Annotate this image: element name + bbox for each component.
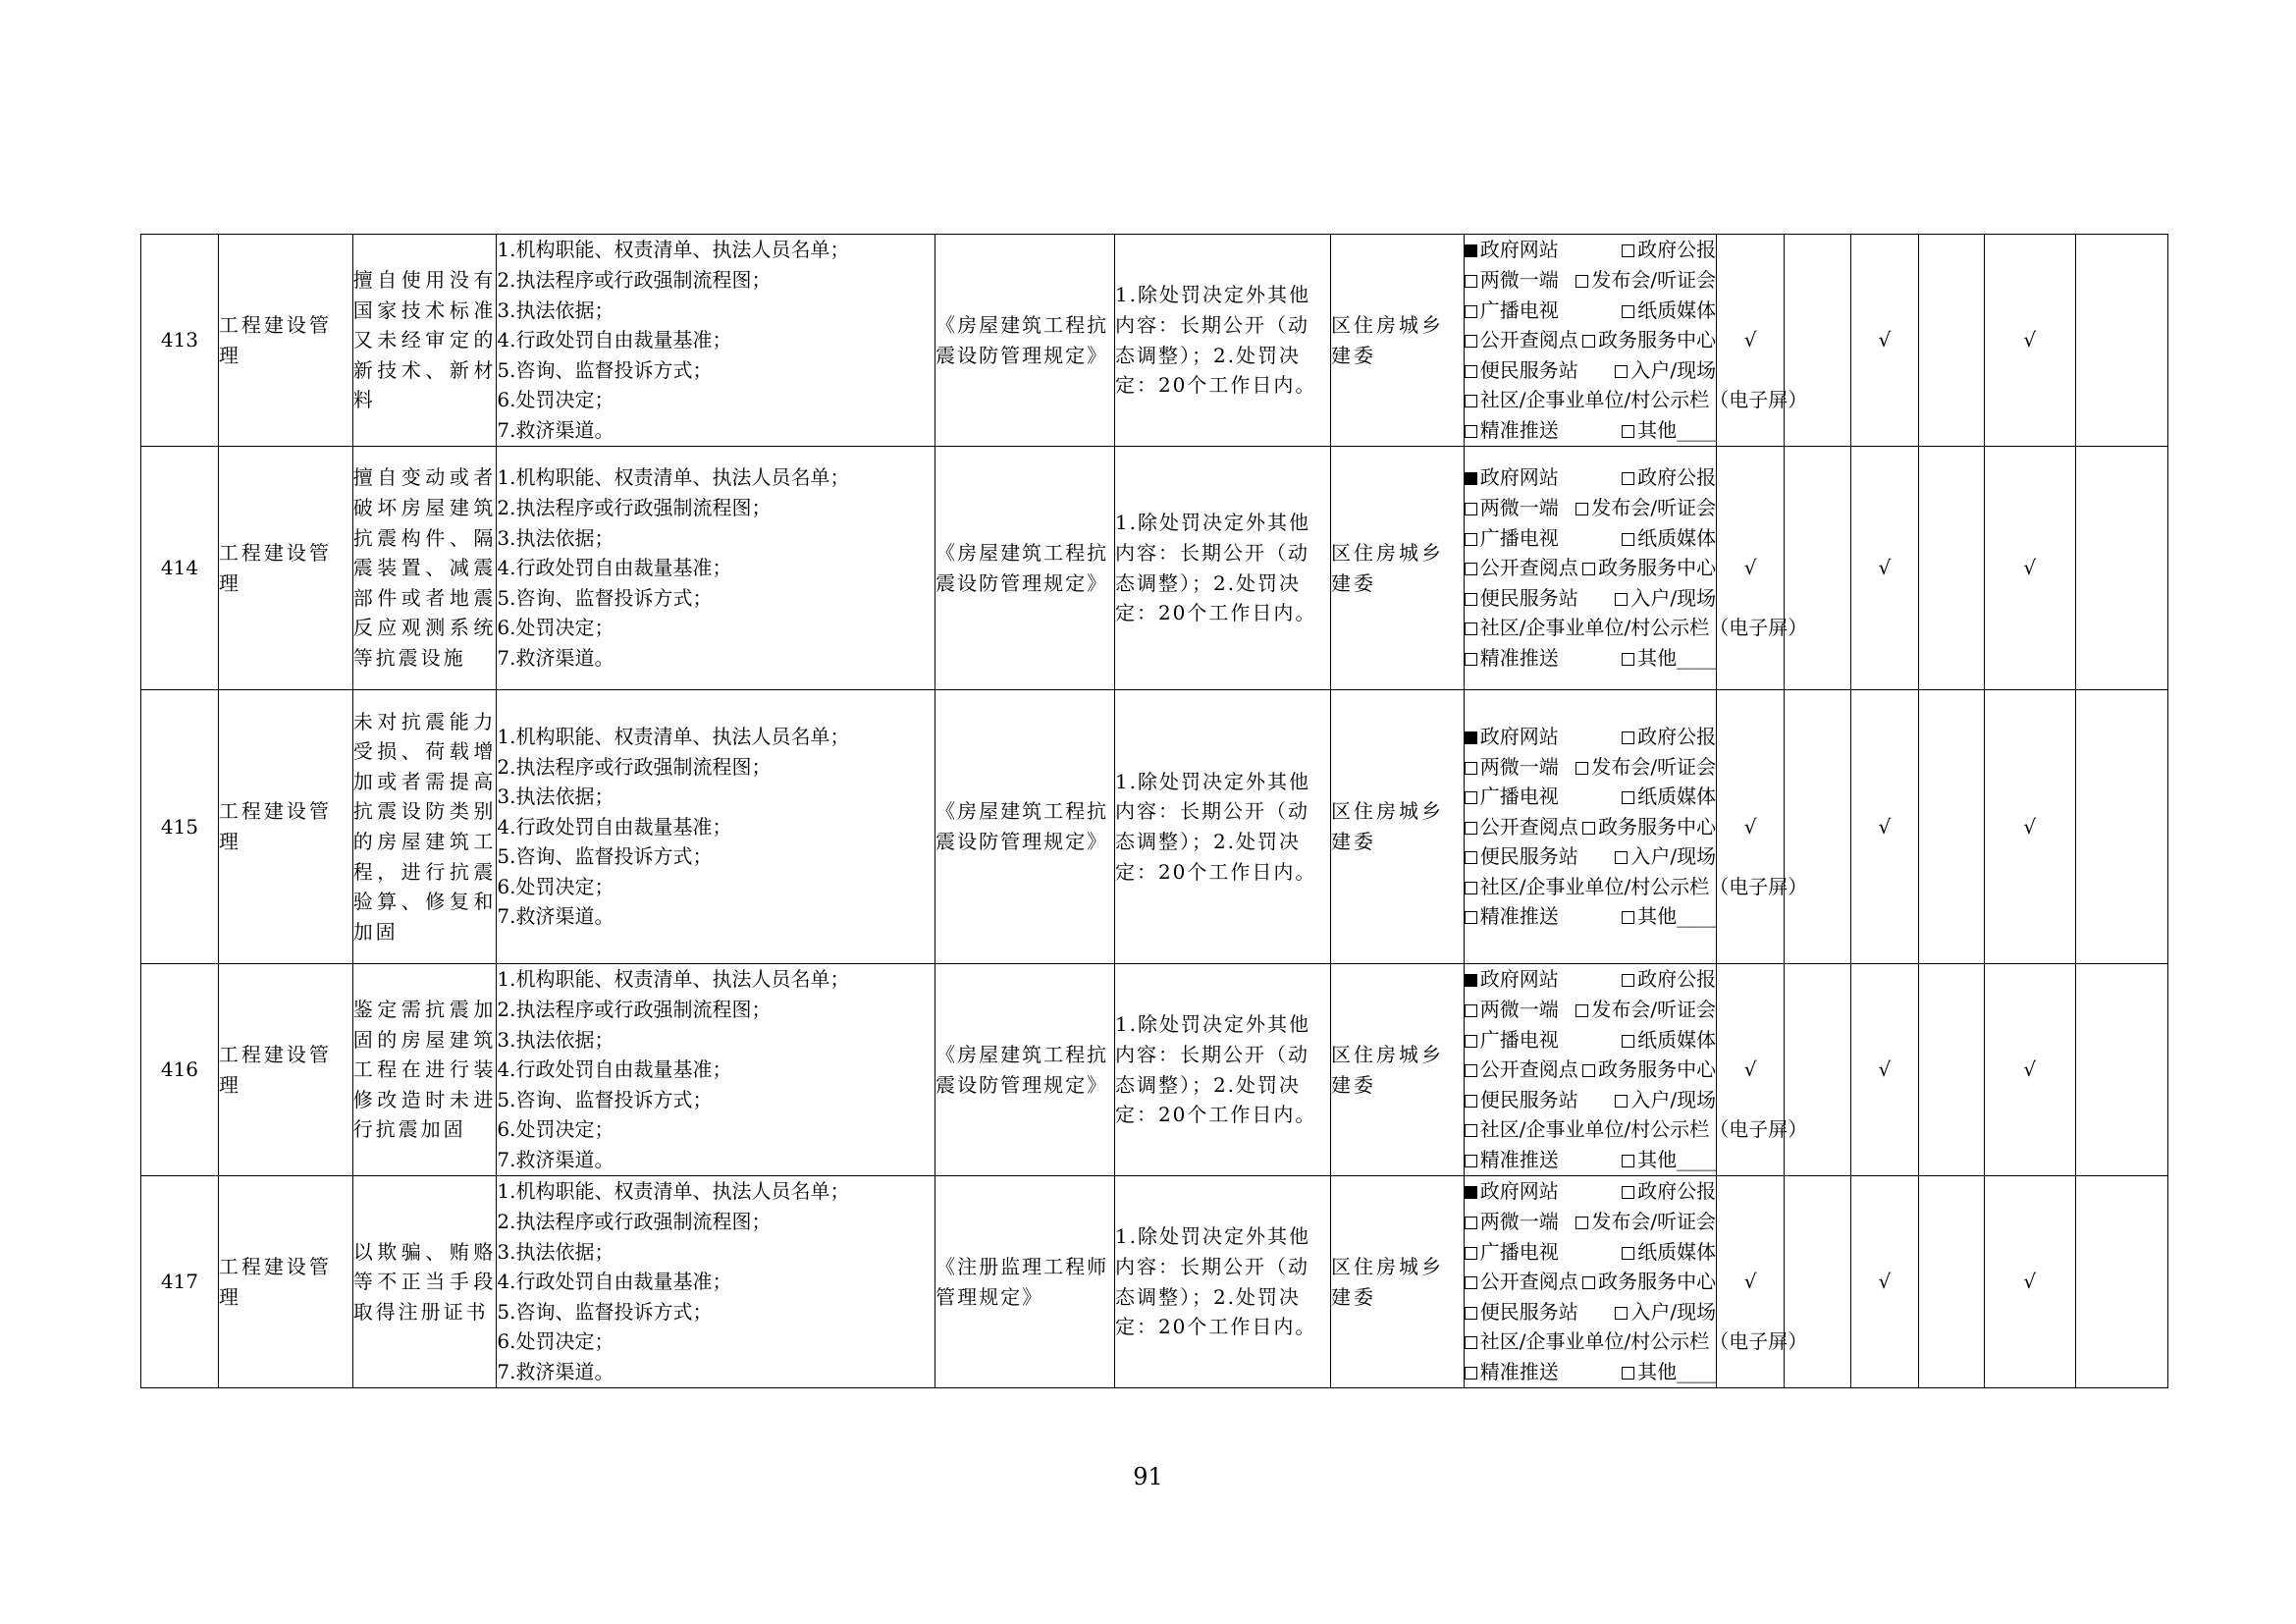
channel-label: 发布会/听证会	[1591, 754, 1717, 779]
channel-label: 便民服务站	[1479, 1087, 1578, 1111]
empty-box-icon	[1582, 563, 1595, 575]
channels-cell	[1464, 1176, 1808, 1388]
row-number: 413	[141, 235, 219, 447]
channel-label: 入户/现场	[1630, 1299, 1717, 1324]
channel-label: 入户/现场	[1630, 1087, 1717, 1111]
empty-box-icon	[1465, 762, 1477, 775]
channel-label: 便民服务站	[1479, 585, 1578, 610]
table-row	[141, 964, 2168, 1176]
content-line: 5.咨询、监督投诉方式；	[497, 1087, 713, 1111]
row-number: 414	[141, 447, 219, 690]
item-cell: 未对抗震能力受损、荷载增加或者需提高抗震设防类别的房屋建筑工程，进行抗震验算、修复和加固	[352, 690, 497, 964]
channel-label: 两微一端	[1479, 754, 1559, 779]
check-mark: √	[1717, 447, 1785, 690]
empty-cell	[2075, 690, 2167, 964]
empty-cell	[2075, 447, 2167, 690]
content-line: 6.处罚决定；	[497, 1329, 614, 1354]
item-cell: 擅自变动或者破坏房屋建筑抗震构件、隔震装置、减震部件或者地震反应观测系统等抗震设施	[352, 447, 497, 690]
channel-label: 政府公报	[1637, 724, 1717, 748]
channel-label: 发布会/听证会	[1591, 1210, 1717, 1234]
check-mark: √	[1717, 1176, 1785, 1388]
channel-label: 发布会/听证会	[1591, 496, 1717, 520]
empty-box-icon	[1465, 365, 1477, 378]
empty-box-icon	[1465, 335, 1477, 348]
check-mark: √	[1984, 690, 2075, 964]
channel-label: 入户/现场	[1630, 357, 1717, 382]
content-cell	[497, 235, 935, 447]
content-cell	[497, 964, 935, 1176]
content-line: 3.执法依据；	[497, 525, 614, 550]
channels-cell	[1464, 447, 1808, 690]
content-line: 4.行政处罚自由裁量基准；	[497, 328, 732, 352]
channel-label: 社区/企事业单位/村公示栏（电子屏）	[1479, 874, 1808, 898]
empty-box-icon	[1465, 822, 1477, 835]
disclosure-table	[140, 234, 2168, 1388]
basis-cell: 《房屋建筑工程抗震设防管理规定》	[935, 690, 1115, 964]
channel-label: 政务服务中心	[1598, 1057, 1717, 1082]
table-row	[141, 1176, 2168, 1388]
empty-box-icon	[1622, 911, 1634, 924]
empty-box-icon	[1465, 1336, 1477, 1349]
content-cell	[497, 447, 935, 690]
row-number: 415	[141, 690, 219, 964]
time-limit-cell: 1.除处罚决定外其他内容：长期公开（动态调整）；2.处罚决定：20个工作日内。	[1114, 690, 1330, 964]
checked-box-icon	[1465, 974, 1477, 987]
basis-cell: 《房屋建筑工程抗震设防管理规定》	[935, 447, 1115, 690]
channel-label: 入户/现场	[1630, 844, 1717, 869]
content-line: 4.行政处罚自由裁量基准；	[497, 556, 732, 580]
content-line: 2.执法程序或行政强制流程图；	[497, 268, 772, 293]
table-row	[141, 447, 2168, 690]
channel-label: 政府公报	[1637, 967, 1717, 992]
category-cell: 工程建设管理	[218, 1176, 352, 1388]
empty-box-icon	[1622, 244, 1634, 257]
channel-label: 发布会/听证会	[1591, 268, 1717, 293]
content-line: 5.咨询、监督投诉方式；	[497, 357, 713, 382]
empty-box-icon	[1465, 593, 1477, 606]
content-line: 6.处罚决定；	[497, 388, 614, 412]
empty-box-icon	[1465, 1217, 1477, 1229]
content-line: 6.处罚决定；	[497, 874, 614, 898]
empty-box-icon	[1575, 762, 1588, 775]
empty-box-icon	[1465, 533, 1477, 546]
check-mark: √	[1850, 235, 1918, 447]
content-line: 6.处罚决定；	[497, 1117, 614, 1142]
channel-label: 公开查阅点	[1479, 328, 1578, 352]
channel-label: 纸质媒体	[1637, 298, 1717, 322]
channel-label: 便民服务站	[1479, 844, 1578, 869]
channel-label: 公开查阅点	[1479, 1057, 1578, 1082]
subject-cell: 区住房城乡建委	[1331, 964, 1465, 1176]
channels-cell	[1464, 235, 1808, 447]
checked-box-icon	[1465, 472, 1477, 485]
content-line: 7.救济渠道。	[497, 417, 614, 442]
empty-box-icon	[1615, 851, 1628, 864]
channel-label: 精准推送	[1479, 1147, 1559, 1171]
empty-box-icon	[1622, 533, 1634, 546]
item-cell: 鉴定需抗震加固的房屋建筑工程在进行装修改造时未进行抗震加固	[352, 964, 497, 1176]
checked-box-icon	[1465, 244, 1477, 257]
channel-label: 广播电视	[1479, 1027, 1559, 1052]
content-line: 7.救济渠道。	[497, 1147, 614, 1171]
content-line: 7.救济渠道。	[497, 645, 614, 670]
channel-label: 公开查阅点	[1479, 556, 1578, 580]
empty-box-icon	[1465, 882, 1477, 894]
channel-label: 政府网站	[1479, 724, 1559, 748]
channel-label: 入户/现场	[1630, 585, 1717, 610]
channels-cell	[1464, 690, 1808, 964]
category-cell: 工程建设管理	[218, 690, 352, 964]
content-cell	[497, 1176, 935, 1388]
empty-box-icon	[1465, 563, 1477, 575]
channel-label: 社区/企事业单位/村公示栏（电子屏）	[1479, 616, 1808, 640]
content-line: 3.执法依据；	[497, 298, 614, 322]
channel-label: 社区/企事业单位/村公示栏（电子屏）	[1479, 1329, 1808, 1354]
channel-label: 纸质媒体	[1637, 1239, 1717, 1264]
table-body	[141, 235, 2168, 1388]
channel-label: 其他____	[1637, 645, 1717, 670]
channel-label: 精准推送	[1479, 645, 1559, 670]
channel-label: 纸质媒体	[1637, 1027, 1717, 1052]
empty-box-icon	[1465, 1035, 1477, 1048]
empty-box-icon	[1465, 1155, 1477, 1167]
empty-box-icon	[1582, 822, 1595, 835]
channel-label: 两微一端	[1479, 1210, 1559, 1234]
channel-label: 其他____	[1637, 1359, 1717, 1383]
channel-label: 政府公报	[1637, 1179, 1717, 1204]
subject-cell: 区住房城乡建委	[1331, 1176, 1465, 1388]
empty-box-icon	[1615, 1307, 1628, 1320]
content-line: 3.执法依据；	[497, 1239, 614, 1264]
channel-label: 纸质媒体	[1637, 525, 1717, 550]
empty-box-icon	[1615, 1095, 1628, 1108]
empty-cell	[1785, 447, 1851, 690]
channel-label: 两微一端	[1479, 998, 1559, 1022]
empty-box-icon	[1465, 851, 1477, 864]
channel-label: 政务服务中心	[1598, 328, 1717, 352]
basis-cell: 《房屋建筑工程抗震设防管理规定》	[935, 964, 1115, 1176]
check-mark: √	[1717, 964, 1785, 1176]
channel-label: 政务服务中心	[1598, 814, 1717, 839]
empty-cell	[1918, 1176, 1984, 1388]
empty-box-icon	[1465, 503, 1477, 515]
empty-box-icon	[1582, 1276, 1595, 1289]
content-line: 1.机构职能、权责清单、执法人员名单；	[497, 238, 850, 262]
basis-cell: 《房屋建筑工程抗震设防管理规定》	[935, 235, 1115, 447]
channel-label: 广播电视	[1479, 1239, 1559, 1264]
channel-label: 社区/企事业单位/村公示栏（电子屏）	[1479, 388, 1808, 412]
empty-box-icon	[1465, 791, 1477, 804]
channel-label: 两微一端	[1479, 268, 1559, 293]
empty-cell	[1918, 690, 1984, 964]
table-row	[141, 690, 2168, 964]
empty-box-icon	[1575, 1004, 1588, 1017]
check-mark: √	[1850, 447, 1918, 690]
empty-cell	[2075, 1176, 2167, 1388]
empty-box-icon	[1465, 1004, 1477, 1017]
empty-box-icon	[1622, 1035, 1634, 1048]
content-line: 7.救济渠道。	[497, 904, 614, 929]
basis-cell: 《注册监理工程师管理规定》	[935, 1176, 1115, 1388]
empty-cell	[1785, 690, 1851, 964]
check-mark: √	[1850, 690, 1918, 964]
content-cell	[497, 690, 935, 964]
channel-label: 精准推送	[1479, 904, 1559, 929]
category-cell: 工程建设管理	[218, 235, 352, 447]
checked-box-icon	[1465, 731, 1477, 744]
empty-box-icon	[1465, 1276, 1477, 1289]
content-line: 2.执法程序或行政强制流程图；	[497, 496, 772, 520]
channel-label: 两微一端	[1479, 496, 1559, 520]
channel-label: 纸质媒体	[1637, 785, 1717, 809]
empty-box-icon	[1465, 425, 1477, 438]
empty-box-icon	[1622, 1367, 1634, 1380]
table-row	[141, 235, 2168, 447]
channel-label: 广播电视	[1479, 525, 1559, 550]
content-line: 4.行政处罚自由裁量基准；	[497, 1270, 732, 1294]
channel-label: 政府网站	[1479, 967, 1559, 992]
empty-cell	[2075, 964, 2167, 1176]
content-line: 5.咨询、监督投诉方式；	[497, 1299, 713, 1324]
category-cell: 工程建设管理	[218, 964, 352, 1176]
content-line: 5.咨询、监督投诉方式；	[497, 585, 713, 610]
channel-label: 公开查阅点	[1479, 814, 1578, 839]
channel-label: 便民服务站	[1479, 1299, 1578, 1324]
content-line: 4.行政处罚自由裁量基准；	[497, 814, 732, 839]
content-line: 3.执法依据；	[497, 1027, 614, 1052]
empty-box-icon	[1575, 503, 1588, 515]
empty-box-icon	[1465, 275, 1477, 288]
channel-label: 政府网站	[1479, 465, 1559, 490]
empty-box-icon	[1622, 653, 1634, 666]
row-number: 417	[141, 1176, 219, 1388]
category-cell: 工程建设管理	[218, 447, 352, 690]
content-line: 7.救济渠道。	[497, 1359, 614, 1383]
channels-cell	[1464, 964, 1808, 1176]
content-line: 1.机构职能、权责清单、执法人员名单；	[497, 724, 850, 748]
time-limit-cell: 1.除处罚决定外其他内容：长期公开（动态调整）；2.处罚决定：20个工作日内。	[1114, 447, 1330, 690]
content-line: 3.执法依据；	[497, 785, 614, 809]
content-line: 2.执法程序或行政强制流程图；	[497, 998, 772, 1022]
item-cell: 以欺骗、贿赂等不正当手段取得注册证书	[352, 1176, 497, 1388]
check-mark: √	[1717, 235, 1785, 447]
empty-box-icon	[1465, 1095, 1477, 1108]
empty-box-icon	[1465, 1367, 1477, 1380]
empty-box-icon	[1575, 1217, 1588, 1229]
channel-label: 广播电视	[1479, 785, 1559, 809]
channel-label: 其他____	[1637, 1147, 1717, 1171]
subject-cell: 区住房城乡建委	[1331, 235, 1465, 447]
empty-box-icon	[1575, 275, 1588, 288]
empty-box-icon	[1622, 305, 1634, 318]
empty-cell	[1918, 964, 1984, 1176]
empty-box-icon	[1465, 1124, 1477, 1137]
channel-label: 公开查阅点	[1479, 1270, 1578, 1294]
empty-box-icon	[1622, 731, 1634, 744]
empty-cell	[2075, 235, 2167, 447]
content-line: 1.机构职能、权责清单、执法人员名单；	[497, 465, 850, 490]
empty-box-icon	[1622, 1186, 1634, 1199]
empty-box-icon	[1622, 1247, 1634, 1260]
channel-label: 政府网站	[1479, 1179, 1559, 1204]
content-line: 1.机构职能、权责清单、执法人员名单；	[497, 967, 850, 992]
empty-cell	[1918, 447, 1984, 690]
content-line: 2.执法程序或行政强制流程图；	[497, 754, 772, 779]
empty-box-icon	[1615, 593, 1628, 606]
empty-box-icon	[1622, 425, 1634, 438]
channel-label: 便民服务站	[1479, 357, 1578, 382]
content-line: 5.咨询、监督投诉方式；	[497, 844, 713, 869]
check-mark: √	[1717, 690, 1785, 964]
subject-cell: 区住房城乡建委	[1331, 447, 1465, 690]
channel-label: 发布会/听证会	[1591, 998, 1717, 1022]
item-cell: 擅自使用没有国家技术标准又未经审定的新技术、新材料	[352, 235, 497, 447]
check-mark: √	[1984, 235, 2075, 447]
check-mark: √	[1850, 964, 1918, 1176]
channel-label: 社区/企事业单位/村公示栏（电子屏）	[1479, 1117, 1808, 1142]
channel-label: 其他____	[1637, 417, 1717, 442]
empty-box-icon	[1465, 623, 1477, 635]
time-limit-cell: 1.除处罚决定外其他内容：长期公开（动态调整）；2.处罚决定：20个工作日内。	[1114, 1176, 1330, 1388]
empty-box-icon	[1582, 335, 1595, 348]
empty-box-icon	[1615, 365, 1628, 378]
subject-cell: 区住房城乡建委	[1331, 690, 1465, 964]
channel-label: 精准推送	[1479, 1359, 1559, 1383]
empty-cell	[1918, 235, 1984, 447]
empty-box-icon	[1465, 1307, 1477, 1320]
row-number: 416	[141, 964, 219, 1176]
channel-label: 其他____	[1637, 904, 1717, 929]
check-mark: √	[1850, 1176, 1918, 1388]
content-line: 2.执法程序或行政强制流程图；	[497, 1210, 772, 1234]
channel-label: 政务服务中心	[1598, 1270, 1717, 1294]
content-line: 4.行政处罚自由裁量基准；	[497, 1057, 732, 1082]
empty-box-icon	[1465, 1247, 1477, 1260]
empty-box-icon	[1622, 472, 1634, 485]
check-mark: √	[1984, 964, 2075, 1176]
empty-box-icon	[1465, 1064, 1477, 1077]
channel-label: 精准推送	[1479, 417, 1559, 442]
content-line: 6.处罚决定；	[497, 616, 614, 640]
time-limit-cell: 1.除处罚决定外其他内容：长期公开（动态调整）；2.处罚决定：20个工作日内。	[1114, 964, 1330, 1176]
checked-box-icon	[1465, 1186, 1477, 1199]
page-number: 91	[1133, 1463, 1163, 1490]
check-mark: √	[1984, 1176, 2075, 1388]
channel-label: 广播电视	[1479, 298, 1559, 322]
empty-box-icon	[1622, 974, 1634, 987]
empty-box-icon	[1465, 305, 1477, 318]
empty-box-icon	[1465, 395, 1477, 407]
time-limit-cell: 1.除处罚决定外其他内容：长期公开（动态调整）；2.处罚决定：20个工作日内。	[1114, 235, 1330, 447]
empty-box-icon	[1622, 791, 1634, 804]
channel-label: 政府公报	[1637, 465, 1717, 490]
empty-box-icon	[1465, 911, 1477, 924]
channel-label: 政务服务中心	[1598, 556, 1717, 580]
content-line: 1.机构职能、权责清单、执法人员名单；	[497, 1179, 850, 1204]
channel-label: 政府公报	[1637, 238, 1717, 262]
check-mark: √	[1984, 447, 2075, 690]
empty-box-icon	[1622, 1155, 1634, 1167]
empty-box-icon	[1582, 1064, 1595, 1077]
empty-box-icon	[1465, 653, 1477, 666]
channel-label: 政府网站	[1479, 238, 1559, 262]
